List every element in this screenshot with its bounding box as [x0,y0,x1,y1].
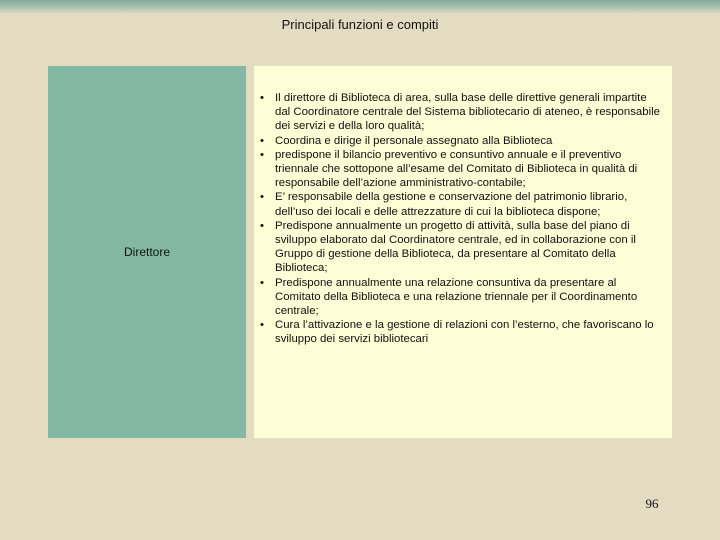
top-gradient-band [0,0,720,14]
duty-item [258,148,664,191]
duty-text: Predispone annualmente un progetto di attività, sulla base del piano di sviluppo elaborato dal Coordinatore centrale, ed in collaborazione con il Gruppo di gestione della Biblioteca, da presentare al Comitato della Biblioteca; [275,219,636,275]
duty-text: Predispone annualmente una relazione consuntiva da presentare al Comitato della Biblioteca e una relazione triennale per il Coordinamento centrale; [275,276,638,318]
bullet-icon: • [260,148,264,161]
slide-title: Principali funzioni e compiti [281,17,439,32]
duty-item [258,91,664,134]
duty-text: Coordina e dirige il personale assegnato alla Biblioteca [275,134,553,147]
bullet-icon: • [260,191,264,204]
duties-cell [254,66,672,438]
duty-item [258,190,664,218]
role-label: Direttore [123,245,170,259]
duties-list [258,91,664,347]
duty-item [258,134,664,148]
duty-text: E’ responsabile della gestione e conservazione del patrimonio librario, dell’uso dei locali e delle attrezzature di cui la biblioteca dispone; [275,191,628,218]
duty-item [258,318,664,346]
page-number: 96 [645,496,659,511]
bullet-icon: • [260,319,264,332]
bullet-icon: • [260,134,264,147]
bullet-icon: • [260,276,264,289]
bullet-icon: • [260,219,264,232]
duty-text: Il direttore di Biblioteca di area, sulla base delle direttive generali impartite dal Coordinatore centrale del Sistema bibliotecario di ateneo, è responsabile dei servizi e della loro qualità; [275,92,660,133]
role-cell [48,66,246,438]
duty-item [258,276,664,319]
duty-text: Cura l’attivazione e la gestione di relazioni con l’esterno, che favoriscano lo sviluppo dei servizi bibliotecari [275,319,654,346]
bullet-icon: • [260,92,264,104]
duty-text: predispone il bilancio preventivo e consuntivo annuale e il preventivo triennale che sottopone all’esame del Comitato di Biblioteca in qualità di responsabile dell’azione amministrativo-contabile; [275,148,638,190]
duty-item [258,219,664,276]
